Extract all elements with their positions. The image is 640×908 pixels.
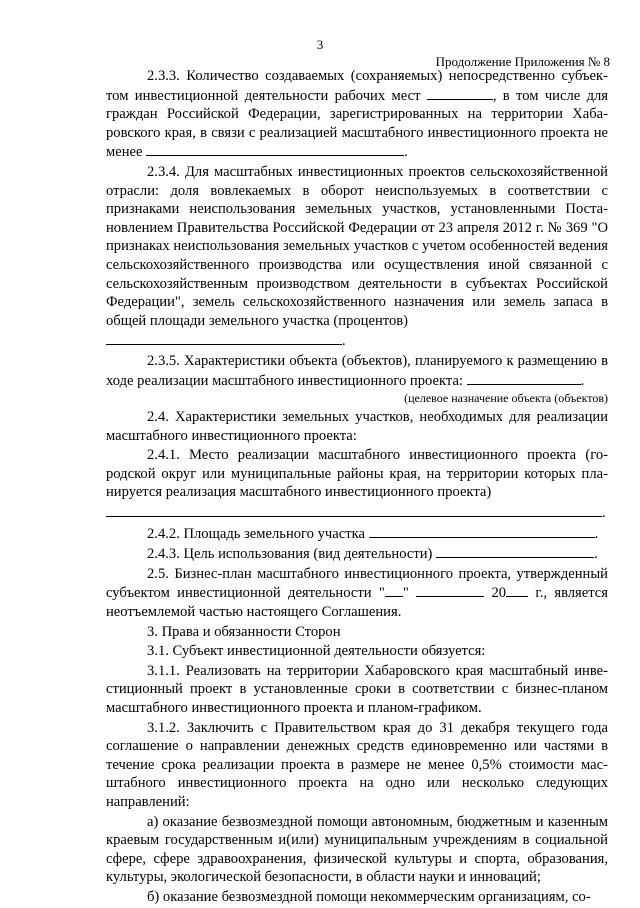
paragraph-2-3-5-end: .: [580, 372, 585, 389]
page-number: 3: [316, 37, 324, 52]
land-use-blank: [436, 544, 594, 558]
workplaces-blank: [427, 86, 493, 100]
paragraph-2-3-4: [106, 163, 608, 330]
paragraph-3-1: 3.1. Субъект инвестиционной деятельности обязуется:: [147, 643, 486, 660]
paragraph-2-5-text-a: 2.5. Бизнес-план масштабного инвестиционного проекта, утвержденный субъектом инвестиционной деятельности ": [106, 565, 608, 602]
paragraph-2-5-text-d: г., является неотъемлемой частью настоящего Соглашения.: [106, 585, 608, 621]
approval-day-blank: [385, 583, 403, 597]
paragraph-2-5: [106, 565, 608, 622]
paragraph-2-5-quote: ": [402, 585, 409, 602]
paragraph-item-b: б) оказание безвозмездной помощи некоммерческим организациям, со-: [147, 888, 591, 905]
paragraph-2-4: 2.4. Характеристики земельных участков, необходимых для реализации масштабного инвестиционного проекта:: [106, 409, 608, 444]
project-location-blank: [106, 503, 602, 517]
paragraph-2-3-5-text: 2.3.5. Характеристики объекта (объектов), планируемого к размещению в ходе реализации масштабного инвестиционного проекта:: [106, 352, 608, 389]
paragraph-2-3-4-end: .: [342, 333, 346, 350]
land-share-blank: [106, 331, 342, 345]
paragraph-2-3-4-blank-line: [106, 331, 608, 351]
paragraph-2-3-3-text-b: , в том числе для граждан Российской Федерации, зарегистрированных на территории Хабаровского края, в связи с реализацией масштабного инвестиционного проекта не менее: [106, 87, 608, 161]
object-purpose-blank: [467, 371, 581, 385]
paragraph-3-1-2: 3.1.2. Заключить с Правительством края до 31 декабря текущего года соглашение о направлении денежных средств единовременно или частями в течение срока реализации проекта в размере не менее 0,5% стоимости масштабного инвестиционного проекта на одно или несколько следующих направлений:: [106, 719, 608, 810]
paragraph-2-4-1-end: .: [602, 505, 606, 522]
paragraph-2-4-3-text: 2.4.3. Цель использования (вид деятельности): [147, 546, 433, 563]
paragraph-2-3-3: [106, 67, 608, 162]
citizens-workplaces-blank: [146, 142, 404, 156]
paragraph-2-4-3: [106, 544, 608, 564]
appendix-header: Продолжение Приложения № 8: [435, 54, 610, 69]
approval-year-blank: [506, 583, 528, 597]
paragraph-2-5-year-prefix: 20: [491, 585, 507, 602]
paragraph-2-4-2-end: .: [594, 525, 599, 542]
paragraph-3-1-1: 3.1.1. Реализовать на территории Хабаровского края масштабный инвестиционный проект в установленные сроки в соответствии с бизнес-планом масштабного инвестиционного проекта и планом-графиком.: [106, 662, 608, 716]
object-purpose-caption: (целевое назначение объекта (объектов): [404, 391, 608, 406]
paragraph-2-3-4-text: 2.3.4. Для масштабных инвестиционных проектов сельскохозяйственной отрасли: доля вовлекаемых в оборот неиспользуемых в соответствии с признаками неиспользования земельных участков, установленными Постановлением Правительства Российской Федерации от 23 апреля 2012 г. № 369 "О признаках неиспользования земельных участков с учетом особенностей ведения сельскохозяйственного производства или осуществления иной связанной с сельскохозяйственным производством деятельности в субъектах Российской Федерации", земель сельскохозяйственного назначения или земель запаса в общей площади земельного участка (процентов): [106, 163, 608, 329]
document-body: [106, 67, 608, 908]
paragraph-2-3-3-text-a: 2.3.3. Количество создаваемых (сохраняемых) непосредственно субъектом инвестиционной деятельности рабочих мест: [106, 68, 608, 104]
paragraph-2-4-1-text: 2.4.1. Место реализации масштабного инвестиционного проекта (городской округ или муниципальные районы края, на территории которых планируется реализация масштабного инвестиционного проекта): [106, 447, 608, 501]
paragraph-item-a: а) оказание безвозмездной помощи автономным, бюджетным и казенным краевым государственным и(или) муниципальным учреждениям в социальной сфере, сфере здравоохранения, физической культуры и спорта, образования, культуры, экологической безопасности, в области науки и инноваций;: [106, 813, 608, 886]
paragraph-2-4-1: [106, 446, 608, 502]
paragraph-2-4-2: [106, 524, 608, 544]
approval-month-blank: [416, 583, 484, 597]
paragraph-2-4-2-text: 2.4.2. Площадь земельного участка: [147, 525, 365, 542]
section-3-heading: 3. Права и обязанности Сторон: [147, 623, 341, 640]
paragraph-2-3-5: [106, 352, 608, 390]
paragraph-2-4-3-end: .: [594, 546, 598, 563]
paragraph-2-4-1-blank-line: [106, 503, 608, 523]
land-area-blank: [369, 524, 595, 538]
paragraph-2-3-3-end: .: [404, 144, 408, 161]
